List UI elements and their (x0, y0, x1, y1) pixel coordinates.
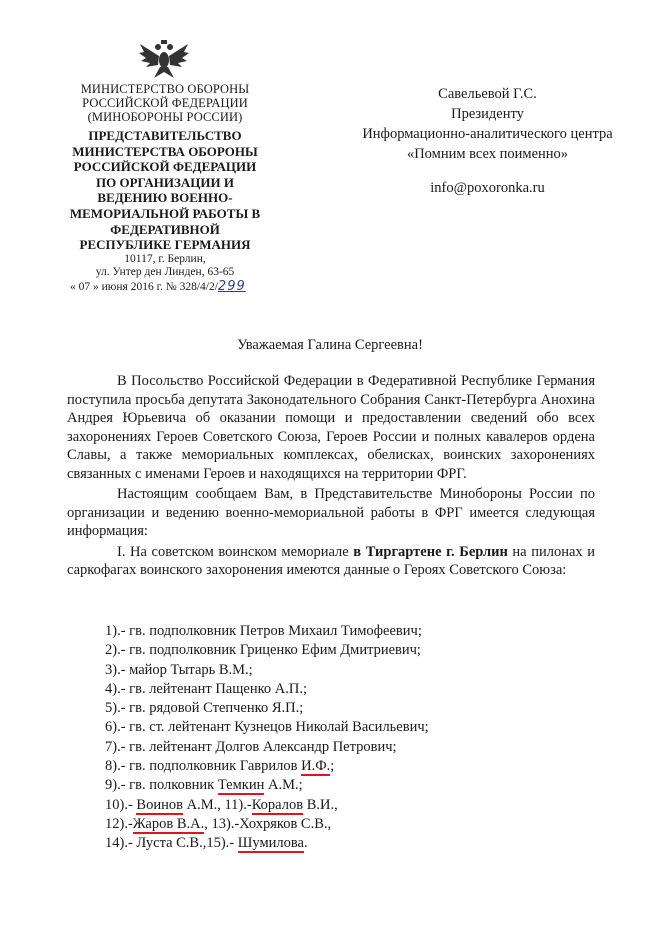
list-item-text: , 13).-Хохряков С.В., (204, 815, 332, 832)
addressee-line: Савельевой Г.С. (438, 86, 537, 102)
double-headed-eagle-emblem (138, 38, 190, 80)
list-item: 4).- гв. лейтенант Пащенко А.П.; (105, 680, 307, 697)
list-item (105, 834, 585, 853)
list-item: 7).- гв. лейтенант Долгов Александр Петрович; (105, 738, 397, 755)
department-line: РОССИЙСКОЙ ФЕДЕРАЦИИ (73, 159, 257, 175)
list-item-text: 12).- (105, 815, 133, 832)
list-item: 6).- гв. ст. лейтенант Кузнецов Николай Васильевич; (105, 719, 429, 736)
letter-date-number (70, 279, 246, 294)
list-item-text: 14).- Луста С.В.,15).- (105, 835, 238, 852)
department-name (60, 128, 270, 253)
list-item (105, 757, 585, 776)
list-item: 5).- гв. рядовой Степченко Я.П.; (105, 700, 304, 717)
paragraph-text: на пилонах и саркофагах воинского захоронения имеются данные о Героях Советского Союза: (67, 543, 595, 578)
date-text: « 07 » июня 2016 г. № 328/4/2/ (70, 281, 218, 293)
letter-body (67, 372, 595, 580)
paragraph (67, 543, 595, 580)
list-item-text: ; (330, 758, 335, 775)
list-item-text: . (303, 835, 308, 852)
department-line: ПО ОРГАНИЗАЦИИ И (96, 174, 234, 190)
list-item-text: 9).- гв. полковник (105, 777, 218, 794)
department-line: ПРЕДСТАВИТЕЛЬСТВО (88, 128, 242, 143)
location-highlight: в Тиргартене г. Берлин (353, 543, 508, 560)
list-item-text: 10).- (105, 796, 137, 813)
list-item (105, 815, 585, 834)
addressee-line: Информационно-аналитического центра (362, 126, 613, 142)
address-line: 10117, г. Берлин, (124, 253, 206, 265)
list-item: 3).- майор Тытарь В.М.; (105, 661, 253, 678)
addressee-email: info@poxoronka.ru (430, 180, 545, 196)
underlined-name: Коралов (251, 796, 304, 813)
underlined-name: И.Ф. (301, 758, 331, 775)
list-item: 2).- гв. подполковник Гриценко Ефим Дмитриевич; (105, 642, 421, 659)
list-item-text: В.И., (303, 796, 338, 813)
list-item: 1).- гв. подполковник Петров Михаил Тимофеевич; (105, 623, 422, 639)
department-line: МЕМОРИАЛЬНОЙ РАБОТЫ В (69, 205, 261, 221)
underlined-name: Жаров В.А. (132, 815, 205, 832)
department-line: ВЕДЕНИЮ ВОЕННО- (97, 190, 233, 206)
underlined-name: Воинов (136, 796, 183, 813)
department-line: ФЕДЕРАТИВНОЙ (110, 221, 220, 237)
paragraph: Настоящим сообщаем Вам, в Представительстве Минобороны России по организации и ведению военно-мемориальной работы в ФРГ имеется следующая информация: (67, 486, 595, 539)
ministry-line: РОССИЙСКОЙ ФЕДЕРАЦИИ (82, 96, 248, 110)
ministry-line: МИНИСТЕРСТВО ОБОРОНЫ (80, 82, 250, 96)
underlined-name: Шумилова (237, 835, 304, 852)
paragraph-text: I. На советском воинском мемориале (117, 543, 354, 560)
handwritten-number: 299 (217, 279, 246, 294)
ministry-name (70, 82, 260, 124)
sender-address (60, 253, 270, 279)
salutation: Уважаемая Галина Сергеевна! (237, 337, 423, 353)
list-item (105, 796, 585, 815)
addressee-line: «Помним всех поименно» (406, 146, 569, 162)
list-item (105, 776, 585, 795)
addressee-block (315, 84, 660, 198)
department-line: РЕСПУБЛИКЕ ГЕРМАНИЯ (79, 237, 251, 253)
list-item-text: 8).- гв. подполковник Гаврилов (105, 758, 302, 775)
list-item-text: А.М.; (264, 777, 303, 794)
paragraph: В Посольство Российской Федерации в Федеративной Республике Германия поступила просьба депутата Законодательного Собрания Санкт-Петербурга Анохина Андрея Юрьевича об оказании помощи и предоставлении сведений обо всех захоронениях Героев Советского Союза, Героев России и полных кавалеров ордена Славы, а также мемориальных комплексах, обелисках, воинских захоронениях связанных с именами Героев и находящихся на территории ФРГ. (67, 373, 595, 482)
address-line: ул. Унтер ден Линден, 63-65 (95, 266, 235, 278)
addressee-line: Президенту (451, 106, 524, 122)
underlined-name: Темкин (217, 777, 265, 794)
list-item-text: А.М., 11).- (182, 796, 252, 813)
ministry-line: (МИНОБОРОНЫ РОССИИ) (87, 110, 243, 124)
department-line: МИНИСТЕРСТВА ОБОРОНЫ (72, 143, 258, 159)
heroes-list (105, 622, 585, 854)
